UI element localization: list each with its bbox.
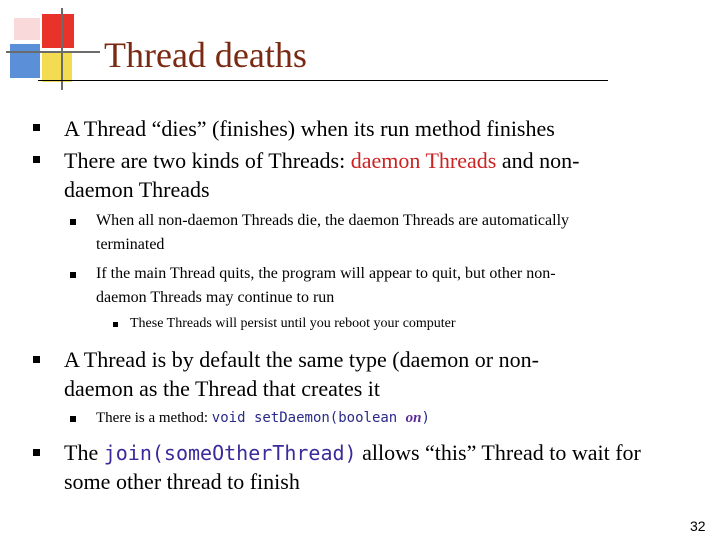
sub-bullet-daemon-terminated: When all non-daemon Threads die, the daemon Threads are automatically [96,212,570,229]
bullet-text: There is a method: [96,410,212,426]
param-on: on [405,410,422,426]
bullet-two-kinds [64,145,579,176]
square-bullet-icon [33,124,40,131]
bullet-text: A Thread “dies” (finishes) when its run method finishes [64,116,555,141]
square-bullet-icon [70,416,76,422]
square-bullet-icon [33,356,40,363]
bullet-text: allows “this” Thread to wait for [356,440,641,465]
bullet-thread-dies [64,113,555,144]
sub-bullet-set-daemon [96,407,430,429]
sub-bullet-main-quits: If the main Thread quits, the program will appear to quit, but other non- [96,265,556,282]
join-code: join(someOtherThread) [103,441,357,465]
bullet-text: There are two kinds of Threads: [64,148,351,173]
bullet-text: The [64,440,104,465]
square-bullet-icon [33,449,40,456]
bullet-default-type-line2: daemon as the Thread that creates it [64,376,381,401]
bullet-default-type: A Thread is by default the same type (daemon or non- [64,347,539,372]
sub-bullet-daemon-terminated-line2: terminated [96,236,165,253]
bullet-two-kinds-line2: daemon Threads [64,177,210,202]
sub-bullet-main-quits-line2: daemon Threads may continue to run [96,289,335,306]
title-divider [38,80,608,81]
square-bullet-icon [70,219,76,225]
square-bullet-icon [113,322,118,327]
bullet-text: and non- [496,148,580,173]
bullet-join [64,437,641,469]
square-bullet-icon [33,156,40,163]
bullet-join-line2: some other thread to finish [64,469,300,494]
daemon-threads-highlight: daemon Threads [350,148,497,173]
set-daemon-close: ) [421,410,430,426]
sub-sub-bullet-persist: These Threads will persist until you reboot your computer [130,316,456,331]
colored-squares-logo [0,0,100,90]
page-number: 32 [690,518,706,534]
slide-title: Thread deaths [104,35,307,75]
square-bullet-icon [70,272,76,278]
set-daemon-code: void setDaemon(boolean [211,410,406,426]
